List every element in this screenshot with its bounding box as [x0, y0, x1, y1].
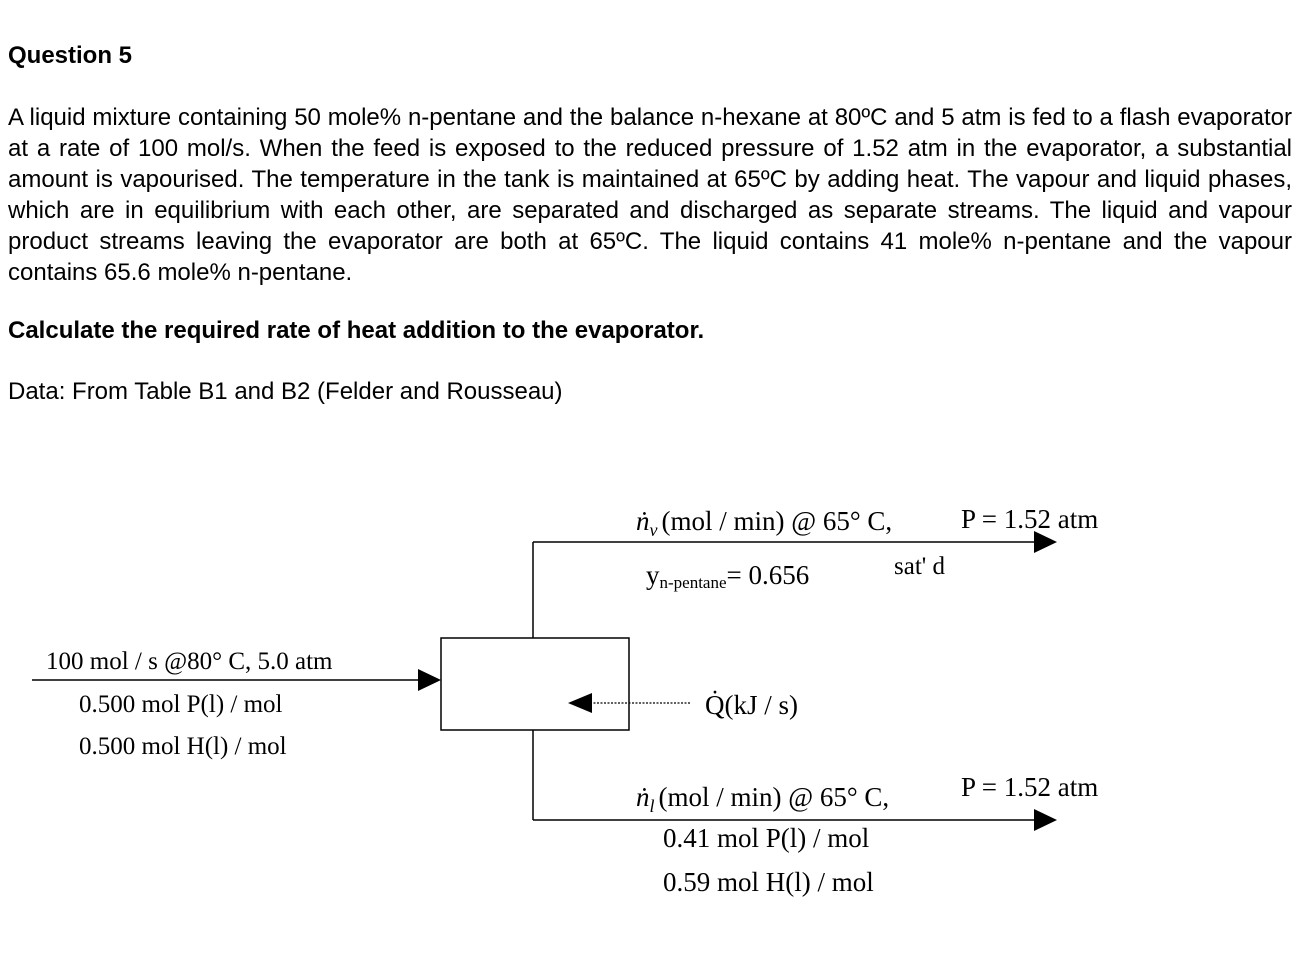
vapour-composition-label: yn-pentane= 0.656 — [646, 560, 810, 592]
heat-arrowhead-icon — [568, 693, 592, 713]
data-source-note: Data: From Table B1 and B2 (Felder and Rousseau) — [8, 378, 563, 405]
vapour-flow-label: ṅ$_v$ (mol / min) @ 65° C, — [636, 506, 893, 540]
liquid-pressure-label: P = 1.52 atm — [961, 772, 1099, 802]
vapour-pressure-label: P = 1.52 atm — [961, 504, 1099, 534]
feed-header: 100 mol / s @80° C, 5.0 atm — [46, 648, 333, 675]
feed-composition-pentane: 0.500 mol P(l) / mol — [79, 691, 283, 718]
feed-composition-hexane: 0.500 mol H(l) / mol — [79, 733, 287, 760]
vapour-arrowhead-icon — [1034, 531, 1057, 553]
feed-arrowhead-icon — [418, 669, 441, 691]
evaporator-box — [441, 638, 629, 730]
liquid-composition-pentane: 0.41 mol P(l) / mol — [663, 823, 870, 853]
question-title: Question 5 — [8, 42, 133, 69]
heat-duty-label: Q̇(kJ / s) — [705, 690, 798, 720]
task-statement: Calculate the required rate of heat addition to the evaporator. — [8, 317, 705, 344]
liquid-arrowhead-icon — [1034, 809, 1057, 831]
problem-statement: A liquid mixture containing 50 mole% n-pentane and the balance n-hexane at 80ºC and 5 atm is fed to a flash evaporator at a rate of 100 mol/s. When the feed is exposed to the reduced pressure of 1.52 atm in the evaporator, a substantial amount is vapourised. The temperature in the tank is maintained at 65ºC by adding heat. The vapour and liquid phases, which are in equilibrium with each other, are separated and discharged as separate streams. The liquid and vapour product streams leaving the evaporator are both at 65ºC. The liquid contains 41 mole% n-pentane and the vapour contains 65.6 mole% n-pentane. — [8, 104, 1292, 286]
vapour-saturated-label: sat' d — [894, 553, 946, 580]
liquid-composition-hexane: 0.59 mol H(l) / mol — [663, 867, 874, 897]
liquid-flow-label: ṅ$_l$ (mol / min) @ 65° C, — [636, 782, 890, 816]
